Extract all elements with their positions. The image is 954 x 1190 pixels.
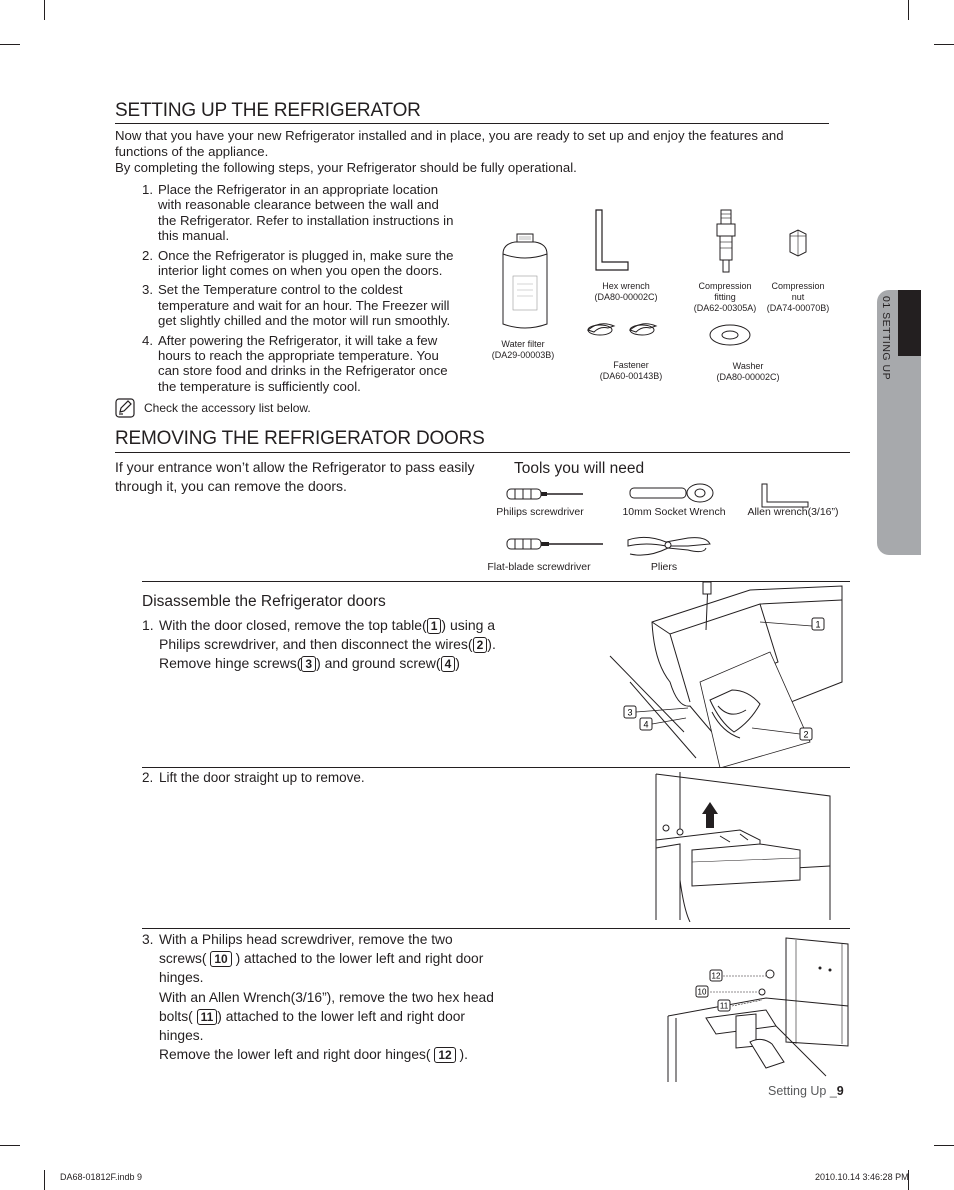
step-text: Remove the lower left and right door hinges( [159,1047,431,1063]
crop-mark [44,1170,45,1190]
callout-12: 12 [711,971,721,981]
accessory-name: Compression [771,281,825,291]
compression-nut-caption [758,281,838,314]
intro-paragraph: Now that you have your new Refrigerator installed and in place, you are ready to set up and enjoy the features and functions of the appliance. [115,128,784,159]
callout-1: 1 [815,619,821,630]
section-title-setting-up: SETTING UP THE REFRIGERATOR [115,100,421,121]
crop-mark [44,0,45,20]
step-number: 4. [142,332,153,348]
step-text: ) and ground screw( [316,655,441,672]
accessory-code: (DA80-00002C) [594,292,658,302]
washer-caption [698,361,798,383]
callout-badge: 12 [434,1047,455,1063]
compression-nut-icon [786,228,810,258]
water-filter-caption [475,339,571,361]
accessory-name: fitting [714,292,736,302]
page-number [768,1084,844,1098]
hex-wrench-caption [576,281,676,303]
chapter-side-tab-label: 01 SETTING UP [880,296,892,381]
crop-mark [0,44,20,45]
step-text: With the door closed, remove the top table( [159,617,427,633]
step-text: With a Philips head screwdriver, remove the two screws( [159,932,453,967]
accessory-code: (DA60-00143B) [599,371,663,381]
accessory-name: nut [791,292,805,302]
accessory-name: Hex wrench [602,281,650,291]
water-filter-icon [495,206,555,336]
step-text: ). Remove hinge screws( [159,636,496,672]
callout-badge: 2 [473,637,488,653]
accessory-code: (DA29-00003B) [491,350,555,360]
fastener-icon [584,320,668,342]
pliers-icon [626,532,712,560]
socket-wrench-caption: 10mm Socket Wrench [622,506,726,518]
accessory-code: (DA80-00002C) [716,372,780,382]
fastener-caption [581,360,681,382]
disassemble-heading: Disassemble the Refrigerator doors [142,593,386,610]
step-number: 3. [142,932,154,947]
step-text: Set the Temperature control to the coldest temperature and wait for an hour. The Freezer will get slightly chilled and the motor will run smoothly. [158,282,451,329]
intro-paragraph-2: By completing the following steps, your Refrigerator should be fully operational. [115,160,577,175]
callout-11: 11 [719,1001,729,1011]
footer-file-info: DA68-01812F.indb 9 [60,1172,143,1182]
section-rule [115,123,829,124]
philips-screwdriver-caption: Philips screwdriver [496,506,584,518]
page-number-value: 9 [836,1084,844,1098]
lift-door-illustration [650,770,832,922]
crop-mark [934,44,954,45]
washer-icon [708,322,752,348]
flat-blade-screwdriver-caption: Flat-blade screwdriver [487,561,591,573]
accessory-name: Fastener [613,360,649,370]
setup-step [142,248,458,279]
step-text: ) attached to the lower left and right door hinges. [159,1008,466,1044]
accessory-name: Washer [732,361,764,371]
callout-badge: 4 [441,656,456,672]
step-text: ) [455,655,460,672]
philips-screwdriver-icon [505,486,587,502]
accessory-name: Compression [698,281,752,291]
section-rule [115,452,850,453]
callout-badge: 1 [427,618,442,634]
step-number: 2. [142,770,154,785]
setup-step [142,182,458,244]
step-text: After powering the Refrigerator, it will take a few hours to reach the appropriate temperature. You can store food and drinks in the Refrigerator once the temperature is sufficiently cool. [158,332,448,394]
disassemble-step-1 [142,616,507,674]
step-number: 1. [142,182,153,197]
step-text: Lift the door straight up to remove. [159,770,365,785]
compression-fitting-caption [684,281,766,314]
chapter-side-tab-marker [898,290,921,356]
callout-2: 2 [803,729,809,740]
callout-4: 4 [643,719,649,730]
compression-fitting-icon [714,208,738,274]
step-text: With an Allen Wrench(3/16”), remove the two hex head bolts( [159,989,494,1024]
flat-blade-screwdriver-icon [505,536,609,552]
step-text: Place the Refrigerator in an appropriate location with reasonable clearance between the wall and the Refrigerator. Refer to installation instructions in this manual. [158,182,454,244]
socket-wrench-icon [628,482,716,504]
hinge-top-illustration [600,582,850,768]
disassemble-step-3 [142,930,502,1064]
page-label: Setting Up _ [768,1084,837,1098]
callout-badge: 10 [210,951,231,967]
setup-steps-list [142,182,458,398]
accessory-code: (DA74-00070B) [766,303,830,313]
hex-wrench-icon [592,208,632,272]
accessory-code: (DA62-00305A) [693,303,757,313]
section-title-removing-doors: REMOVING THE REFRIGERATOR DOORS [115,428,485,449]
step-number: 1. [142,617,154,633]
step-text: ) using a Philips screwdriver, and then disconnect the wires( [159,617,496,653]
crop-mark [908,0,909,20]
callout-badge: 3 [301,656,316,672]
crop-mark [934,1145,954,1146]
step-text: ) attached to the lower left and right door hinges. [159,951,484,986]
divider [142,928,850,929]
crop-mark [0,1145,20,1146]
pliers-caption: Pliers [650,561,678,573]
step-text: Once the Refrigerator is plugged in, make sure the interior light comes on when you open the doors. [158,247,454,279]
tools-heading: Tools you will need [514,460,645,477]
doors-intro: If your entrance won’t allow the Refrigerator to pass easily through it, you can remove the doors. [115,459,475,495]
step-number: 2. [142,247,153,263]
callout-badge: 11 [197,1009,218,1025]
setup-step [142,282,458,328]
footer-timestamp: 2010.10.14 3:46:28 PM [815,1172,909,1182]
accessory-name: Water filter [501,339,545,349]
callout-3: 3 [627,707,633,718]
step-text: ). [459,1047,468,1063]
note-text: Check the accessory list below. [144,401,311,415]
callout-10: 10 [697,987,707,997]
step-number: 3. [142,282,153,298]
note-icon [115,398,135,418]
lower-hinge-illustration [666,936,850,1082]
allen-wrench-caption: Allen wrench(3/16”) [747,506,839,518]
setup-step [142,333,458,395]
disassemble-step-2 [142,768,502,787]
